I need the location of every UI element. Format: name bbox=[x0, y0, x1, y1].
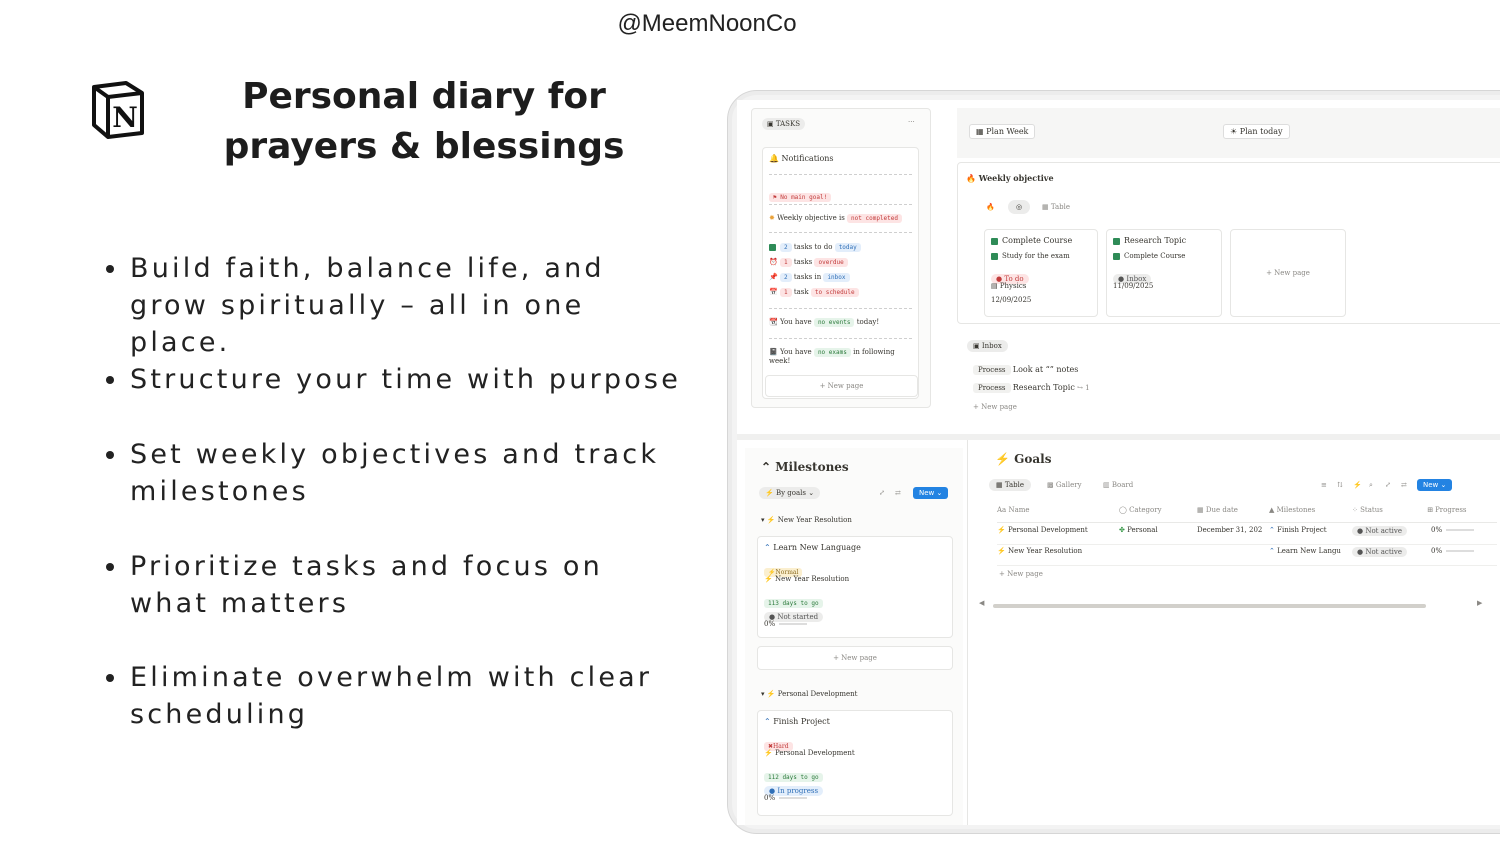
check-icon bbox=[991, 253, 998, 260]
inbox-note: 📌 2 tasks in inbox bbox=[769, 273, 850, 282]
date-label: 12/09/2025 bbox=[991, 296, 1032, 304]
chevrons-up-icon: ⌃ bbox=[764, 717, 774, 726]
goals-title: ⚡ Goals bbox=[995, 452, 1052, 466]
flag-icon: ⚑ bbox=[773, 194, 781, 201]
weekly-objective-panel bbox=[957, 162, 1500, 324]
check-icon bbox=[1113, 238, 1120, 245]
board-icon: ▥ bbox=[1103, 481, 1112, 489]
milestone-card[interactable]: ⌃ Learn New Language ⚡Normal ⚡ New Year Resolution 113 days to go ● Not started 0% bbox=[757, 536, 953, 638]
weekly-objective-title: 🔥 Weekly objective bbox=[966, 173, 1054, 183]
plan-today-button[interactable]: ☀ Plan today bbox=[1223, 124, 1290, 139]
chevrons-up-icon: ⌃ bbox=[1269, 526, 1278, 534]
calendar-icon: 📅 bbox=[769, 288, 780, 296]
new-page-button[interactable]: + New page bbox=[999, 570, 1043, 578]
table-row[interactable]: ⚡ New Year Resolution ⌃ Learn New Langu ● Not active 0% bbox=[997, 547, 1497, 566]
bolt-icon: ⚡ bbox=[766, 690, 776, 698]
settings-icon[interactable]: ⇄ bbox=[1401, 481, 1407, 489]
check-icon bbox=[1113, 253, 1120, 260]
filter-icon[interactable]: ⇄ bbox=[895, 489, 901, 497]
column-header: Aa Name bbox=[997, 506, 1030, 514]
expand-icon[interactable]: ⤢ bbox=[879, 489, 885, 497]
archive-icon: ▣ bbox=[973, 342, 982, 350]
sort-icon[interactable]: ⇅ bbox=[1337, 481, 1343, 489]
progress-bar bbox=[779, 797, 807, 799]
days-badge: 113 days to go bbox=[764, 599, 823, 608]
expand-icon[interactable]: ⤢ bbox=[1385, 481, 1391, 489]
priority-badge: ⚡Normal bbox=[764, 568, 802, 577]
tab-gallery[interactable]: ▩ Gallery bbox=[1047, 481, 1082, 489]
inbox-icon: ▣ bbox=[767, 120, 776, 128]
milestones-title: ⌃ Milestones bbox=[761, 460, 849, 474]
bolt-icon: ⚡ bbox=[764, 575, 775, 583]
tasks-header: ▣ TASKS bbox=[762, 118, 805, 130]
progress-bar bbox=[1446, 529, 1474, 531]
bolt-icon: ⚡ bbox=[997, 547, 1008, 555]
more-icon[interactable]: ··· bbox=[908, 118, 915, 126]
column-header: ⁘ Status bbox=[1352, 506, 1383, 514]
table-icon: ▦ bbox=[996, 481, 1005, 489]
calendar-icon: 📆 bbox=[769, 318, 780, 326]
gallery-icon: ▩ bbox=[1047, 481, 1056, 489]
divider bbox=[769, 204, 912, 205]
feature-item: Eliminate overwhelm with clear scheduling bbox=[104, 659, 690, 733]
inbox-panel bbox=[957, 330, 1500, 432]
section-divider bbox=[737, 434, 1500, 440]
alarm-icon: ⏰ bbox=[769, 258, 780, 266]
table-header-row bbox=[997, 506, 1497, 523]
notifications-card bbox=[762, 147, 919, 399]
divider bbox=[769, 338, 912, 339]
exams-note: 📓 You have no exams in following week! bbox=[769, 348, 895, 365]
bell-icon: 🔔 bbox=[769, 154, 782, 163]
feature-item: Build faith, balance life, and grow spiritually – all in one place. bbox=[104, 250, 690, 361]
date-label: 11/09/2025 bbox=[1113, 282, 1154, 290]
bolt-icon: ⚡ bbox=[766, 516, 776, 524]
progress-bar bbox=[779, 623, 807, 625]
status-badge: ● To do bbox=[991, 274, 1029, 284]
check-icon bbox=[991, 238, 998, 245]
bolt-icon: ⚡ bbox=[764, 749, 775, 757]
milestone-card[interactable]: ⌃ Finish Project ✖Hard ⚡ Personal Development 112 days to go ● In progress 0% bbox=[757, 710, 953, 816]
chevrons-up-icon: ⌃ bbox=[1269, 547, 1278, 555]
schedule-note: 📅 1 task to schedule bbox=[769, 288, 859, 297]
svg-text:N: N bbox=[112, 101, 138, 134]
status-badge: ● Not active bbox=[1352, 547, 1407, 557]
notion-logo-icon bbox=[88, 79, 148, 139]
goals-panel bbox=[977, 446, 1500, 626]
todo-note: 2 tasks to do today bbox=[769, 243, 861, 252]
group-header[interactable]: ▾ ⚡ Personal Development bbox=[761, 690, 858, 698]
feature-item: Set weekly objectives and track milestones bbox=[104, 436, 690, 510]
filter-icon[interactable]: ≡ bbox=[1321, 481, 1327, 489]
table-icon: ▦ bbox=[1042, 203, 1051, 211]
notifications-title: 🔔 Notifications bbox=[769, 154, 834, 163]
new-page-button[interactable]: + New page bbox=[1230, 229, 1346, 317]
progress-bar bbox=[1446, 550, 1474, 552]
calendar-icon: ▦ bbox=[976, 127, 987, 136]
fire-icon: 🔥 bbox=[966, 173, 979, 183]
fire-view-icon[interactable]: 🔥 bbox=[986, 203, 995, 211]
progress-label: 0% bbox=[764, 620, 807, 628]
pin-icon: 📌 bbox=[769, 273, 780, 281]
feature-item: Structure your time with purpose bbox=[104, 361, 690, 398]
book-icon: 📓 bbox=[769, 348, 780, 356]
bolt-icon: ⚡ bbox=[997, 526, 1008, 534]
milestones-panel bbox=[745, 448, 963, 825]
weekly-objective-note: ✸ Weekly objective is not completed bbox=[769, 214, 902, 223]
tasks-panel bbox=[751, 108, 931, 408]
bolt-icon: ⚡ bbox=[995, 452, 1015, 466]
chevrons-up-icon: ⌃ bbox=[761, 460, 776, 474]
new-page-button[interactable]: + New page bbox=[973, 403, 1017, 411]
horizontal-scrollbar[interactable] bbox=[979, 599, 1483, 608]
search-icon[interactable]: ⌕ bbox=[1369, 481, 1373, 489]
table-row[interactable]: ⚡ Personal Development ✤ Personal December 31, 202 ⌃ Finish Project ● Not active 0% bbox=[997, 526, 1497, 545]
page-title: Personal diary for prayers & blessings bbox=[223, 76, 625, 167]
divider bbox=[769, 174, 912, 175]
star-icon: ✸ bbox=[769, 214, 778, 222]
status-badge: ● Not active bbox=[1352, 526, 1407, 536]
inbox-header: ▣ Inbox bbox=[967, 340, 1008, 352]
days-badge: 112 days to go bbox=[764, 773, 823, 782]
column-divider bbox=[967, 440, 968, 825]
tab-table[interactable]: ▦ Table bbox=[1042, 203, 1071, 211]
bolt-icon: ⚡ bbox=[765, 489, 776, 497]
group-header[interactable]: ▾ ⚡ New Year Resolution bbox=[761, 516, 852, 524]
tab-table[interactable]: ▦ Table bbox=[989, 479, 1031, 491]
scroll-right-icon[interactable]: ▶ bbox=[1477, 599, 1483, 607]
inbox-row[interactable]: Process Look at “” notes bbox=[973, 365, 1078, 375]
overdue-note: ⏰ 1 tasks overdue bbox=[769, 258, 848, 267]
objective-card[interactable]: Complete Course Study for the exam ● To do ▤ Physics 12/09/2025 bbox=[984, 229, 1098, 317]
group-by-button[interactable]: ⚡ By goals ⌄ bbox=[759, 487, 820, 499]
tab-board[interactable]: ▥ Board bbox=[1103, 481, 1134, 489]
new-page-button[interactable]: + New page bbox=[757, 646, 953, 670]
divider bbox=[769, 308, 912, 309]
status-badge: ● In progress bbox=[764, 786, 823, 796]
column-header: ▦ Due date bbox=[1197, 506, 1238, 514]
automation-icon[interactable]: ⚡ bbox=[1353, 481, 1362, 489]
status-badge: ● Inbox bbox=[1113, 274, 1151, 284]
scrollbar-thumb[interactable] bbox=[993, 604, 1426, 608]
no-goal-tag: ⚑ No main goal! bbox=[769, 193, 831, 202]
objective-card[interactable]: Research Topic Complete Course ● Inbox 11/09/2025 bbox=[1106, 229, 1222, 317]
column-header: ◯ Category bbox=[1119, 506, 1162, 514]
new-button[interactable]: New ⌄ bbox=[913, 487, 948, 499]
scroll-left-icon[interactable]: ◀ bbox=[979, 599, 985, 607]
sun-icon: ☀ bbox=[1230, 127, 1240, 136]
priority-badge: ✖Hard bbox=[764, 742, 793, 751]
progress-label: 0% bbox=[764, 794, 807, 802]
status-badge: ● Not started bbox=[764, 612, 823, 622]
feature-item: Prioritize tasks and focus on what matters bbox=[104, 548, 690, 622]
clover-icon: ✤ bbox=[1119, 526, 1128, 534]
inbox-row[interactable]: Process Research Topic ↪ 1 bbox=[973, 383, 1090, 393]
chevrons-up-icon: ⌃ bbox=[764, 543, 774, 552]
new-button[interactable]: New ⌄ bbox=[1417, 479, 1452, 491]
target-view-icon[interactable]: ◎ bbox=[1008, 200, 1030, 214]
column-header: ▲ Milestones bbox=[1269, 506, 1316, 514]
column-header: ⊞ Progress bbox=[1427, 506, 1467, 514]
divider bbox=[769, 232, 912, 233]
check-icon bbox=[769, 244, 776, 251]
new-page-button[interactable]: + New page bbox=[765, 375, 918, 397]
events-note: 📆 You have no events today! bbox=[769, 318, 880, 326]
plan-week-button[interactable]: ▦ Plan Week bbox=[969, 124, 1035, 139]
book-icon: ▤ bbox=[991, 282, 1000, 290]
author-handle: @MeemNoonCo bbox=[617, 10, 797, 37]
app-screen bbox=[737, 100, 1500, 825]
